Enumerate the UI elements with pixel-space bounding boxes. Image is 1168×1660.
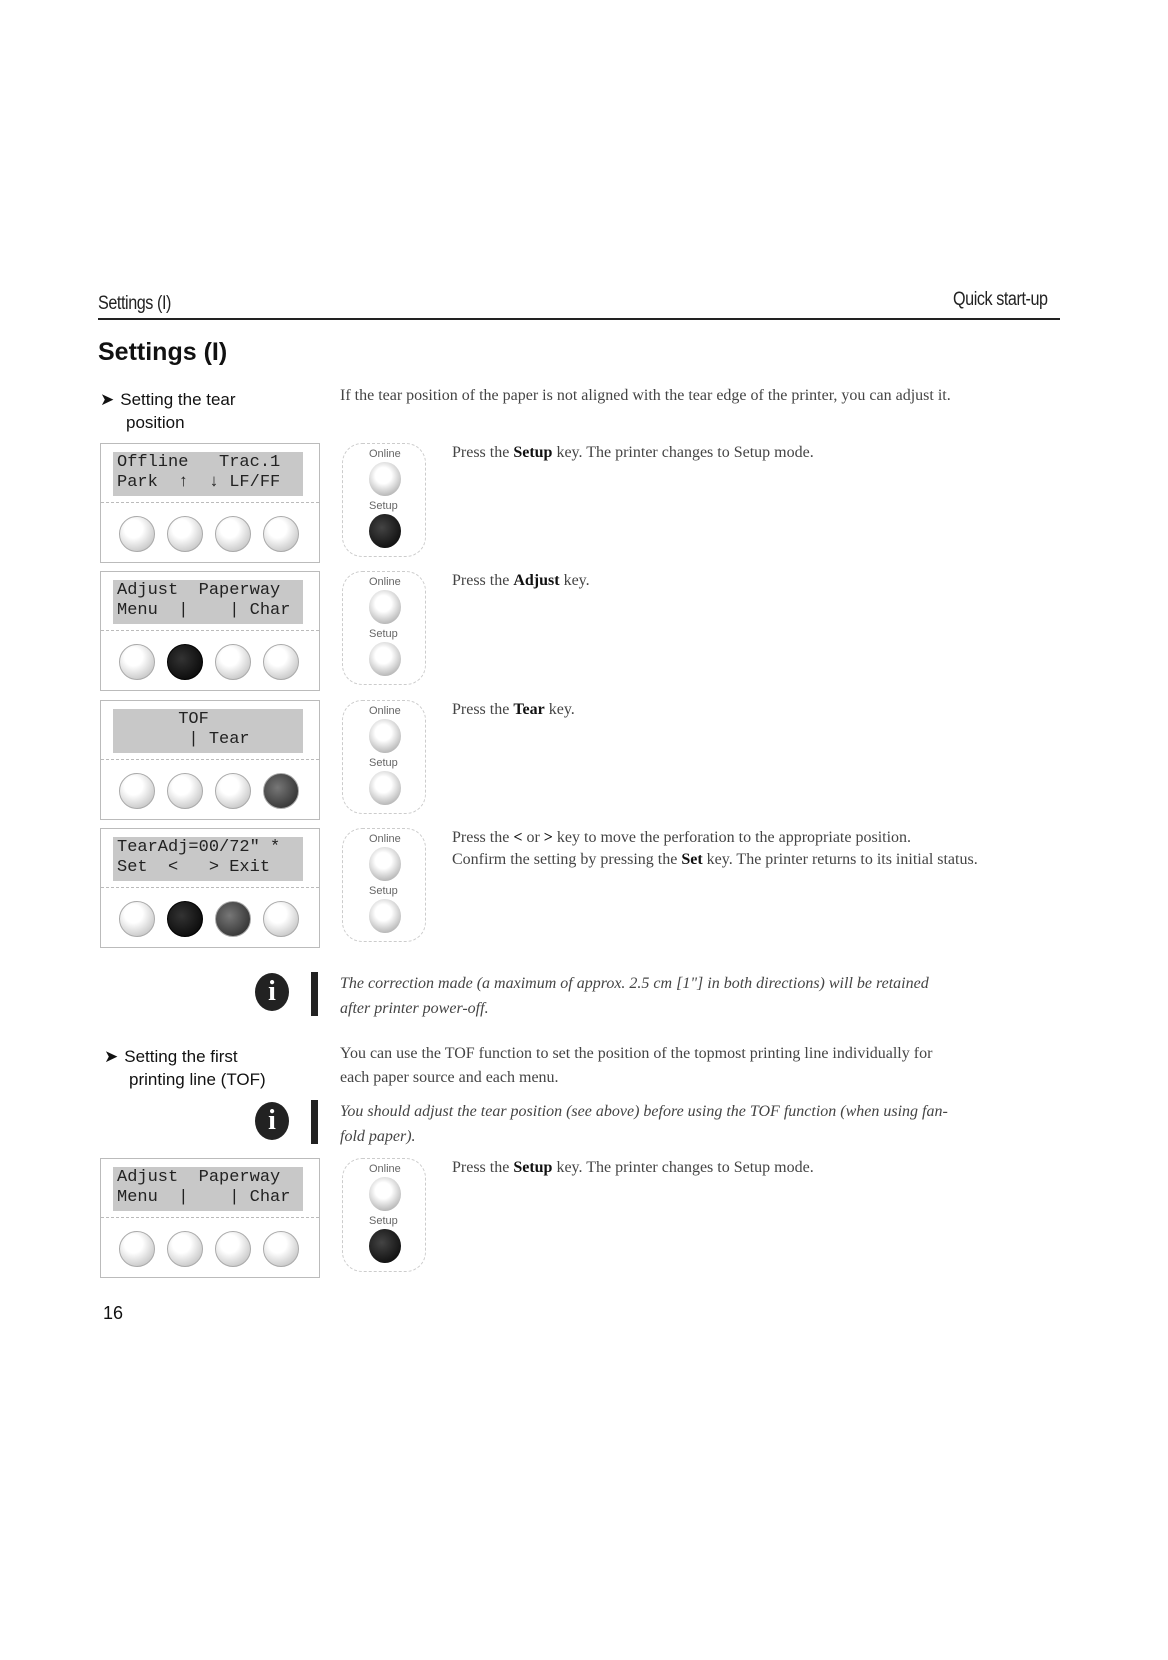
info-icon: i xyxy=(255,1102,289,1140)
panel-button-icon xyxy=(167,901,203,937)
panel-button-icon xyxy=(215,1231,251,1267)
lcd-line: Offline Trac.1 xyxy=(117,453,281,472)
lcd-line: Adjust Paperway xyxy=(117,1168,281,1187)
control-panel-illustration xyxy=(100,443,320,563)
online-setup-keys-illustration xyxy=(342,1158,426,1272)
online-setup-keys-illustration xyxy=(342,571,426,685)
instruction-text: Press the xyxy=(452,701,514,718)
panel-button-icon xyxy=(167,773,203,809)
online-key-icon xyxy=(369,462,401,496)
control-panel-illustration xyxy=(100,1158,320,1278)
lcd-display xyxy=(113,837,303,881)
panel-button-icon xyxy=(215,516,251,552)
setup-key-label: Setup xyxy=(369,885,398,897)
section2-note: You should adjust the tear position (see above) before using the TOF function (when using fan- fold paper). xyxy=(340,1103,948,1145)
instruction-text: < xyxy=(513,829,523,846)
online-key-label: Online xyxy=(369,1163,401,1175)
setup-key-icon xyxy=(369,1229,401,1263)
panel-button-icon xyxy=(263,644,299,680)
panel-button-icon xyxy=(119,644,155,680)
step-instruction xyxy=(452,827,978,871)
panel-button-icon xyxy=(215,901,251,937)
instruction-text: Setup xyxy=(513,1159,553,1176)
online-key-label: Online xyxy=(369,705,401,717)
instruction-text: key to move the perforation to the appropriate position. xyxy=(552,829,912,846)
section1-heading: ➤ Setting the tear position xyxy=(100,390,236,432)
step-instruction xyxy=(452,442,814,464)
lcd-line: TOF xyxy=(117,710,209,729)
online-key-label: Online xyxy=(369,576,401,588)
lcd-line: Menu | | Char xyxy=(117,1188,291,1207)
info-icon: i xyxy=(255,973,289,1011)
page-title: Settings (I) xyxy=(98,338,228,366)
online-setup-keys-illustration xyxy=(342,443,426,557)
panel-button-icon xyxy=(263,1231,299,1267)
setup-key-label: Setup xyxy=(369,500,398,512)
setup-key-icon xyxy=(369,642,401,676)
section1-note: The correction made (a maximum of approx. 2.5 cm [1"] in both directions) will be retained after printer power-off. xyxy=(340,975,929,1017)
lcd-line: Menu | | Char xyxy=(117,601,291,620)
panel-button-icon xyxy=(167,1231,203,1267)
section1-intro: If the tear position of the paper is not aligned with the tear edge of the printer, you can adjust it. xyxy=(340,387,951,404)
panel-button-icon xyxy=(215,644,251,680)
divider xyxy=(101,887,319,888)
section2-paragraph: You can use the TOF function to set the position of the topmost printing line individually for each paper source and each menu. xyxy=(340,1045,933,1086)
instruction-text: Set xyxy=(681,851,703,868)
setup-key-label: Setup xyxy=(369,1215,398,1227)
header-section-title: Settings (I) xyxy=(98,293,171,314)
instruction-text: > xyxy=(543,829,553,846)
page-number: 16 xyxy=(103,1303,124,1323)
step-instruction xyxy=(452,1157,814,1179)
control-panel-illustration xyxy=(100,571,320,691)
setup-key-icon xyxy=(369,899,401,933)
note-bar xyxy=(311,1100,318,1144)
online-setup-keys-illustration xyxy=(342,828,426,942)
online-key-label: Online xyxy=(369,448,401,460)
lcd-display xyxy=(113,580,303,624)
note-bar xyxy=(311,972,318,1016)
online-key-icon xyxy=(369,847,401,881)
divider xyxy=(101,630,319,631)
lcd-line: TearAdj=00/72" * xyxy=(117,838,281,857)
section2-heading: ➤ Setting the first printing line (TOF) xyxy=(104,1047,266,1089)
lcd-display xyxy=(113,1167,303,1211)
panel-button-icon xyxy=(119,516,155,552)
instruction-text: key. xyxy=(544,701,575,718)
divider xyxy=(101,1217,319,1218)
control-panel-illustration xyxy=(100,828,320,948)
header-rule xyxy=(98,318,1060,320)
instruction-text: Confirm the setting by pressing the xyxy=(452,851,682,868)
panel-button-icon xyxy=(119,1231,155,1267)
header-chapter-title: Quick start-up xyxy=(953,289,1048,310)
online-key-label: Online xyxy=(369,833,401,845)
instruction-text: Press the xyxy=(452,1159,514,1176)
instruction-text: key. The printer changes to Setup mode. xyxy=(552,444,814,461)
lcd-line: Adjust Paperway xyxy=(117,581,281,600)
arrow-icon: ➤ xyxy=(104,1047,119,1066)
online-key-icon xyxy=(369,590,401,624)
online-key-icon xyxy=(369,719,401,753)
lcd-display xyxy=(113,709,303,753)
step-instruction xyxy=(452,570,590,592)
lcd-line: Set < > Exit xyxy=(117,858,271,877)
lcd-line: Park ↑ ↓ LF/FF xyxy=(117,473,281,492)
arrow-icon: ➤ xyxy=(100,390,115,409)
control-panel-illustration xyxy=(100,700,320,820)
lcd-line: | Tear xyxy=(117,730,250,749)
online-key-icon xyxy=(369,1177,401,1211)
step-instruction xyxy=(452,699,575,721)
panel-button-icon xyxy=(167,644,203,680)
divider xyxy=(101,759,319,760)
instruction-text: key. The printer returns to its initial status. xyxy=(702,851,978,868)
lcd-display xyxy=(113,452,303,496)
setup-key-icon xyxy=(369,771,401,805)
instruction-text: key. xyxy=(559,572,590,589)
setup-key-label: Setup xyxy=(369,757,398,769)
divider xyxy=(101,502,319,503)
instruction-text: Press the xyxy=(452,829,514,846)
panel-button-icon xyxy=(119,901,155,937)
instruction-text: key. The printer changes to Setup mode. xyxy=(552,1159,814,1176)
panel-button-icon xyxy=(263,516,299,552)
panel-button-icon xyxy=(167,516,203,552)
setup-key-icon xyxy=(369,514,401,548)
online-setup-keys-illustration xyxy=(342,700,426,814)
setup-key-label: Setup xyxy=(369,628,398,640)
instruction-text: Adjust xyxy=(513,572,560,589)
instruction-text: Setup xyxy=(513,444,553,461)
instruction-text: Press the xyxy=(452,444,514,461)
panel-button-icon xyxy=(119,773,155,809)
instruction-text: Press the xyxy=(452,572,514,589)
instruction-text: or xyxy=(522,829,544,846)
instruction-text: Tear xyxy=(513,701,545,718)
panel-button-icon xyxy=(263,901,299,937)
panel-button-icon xyxy=(215,773,251,809)
panel-button-icon xyxy=(263,773,299,809)
